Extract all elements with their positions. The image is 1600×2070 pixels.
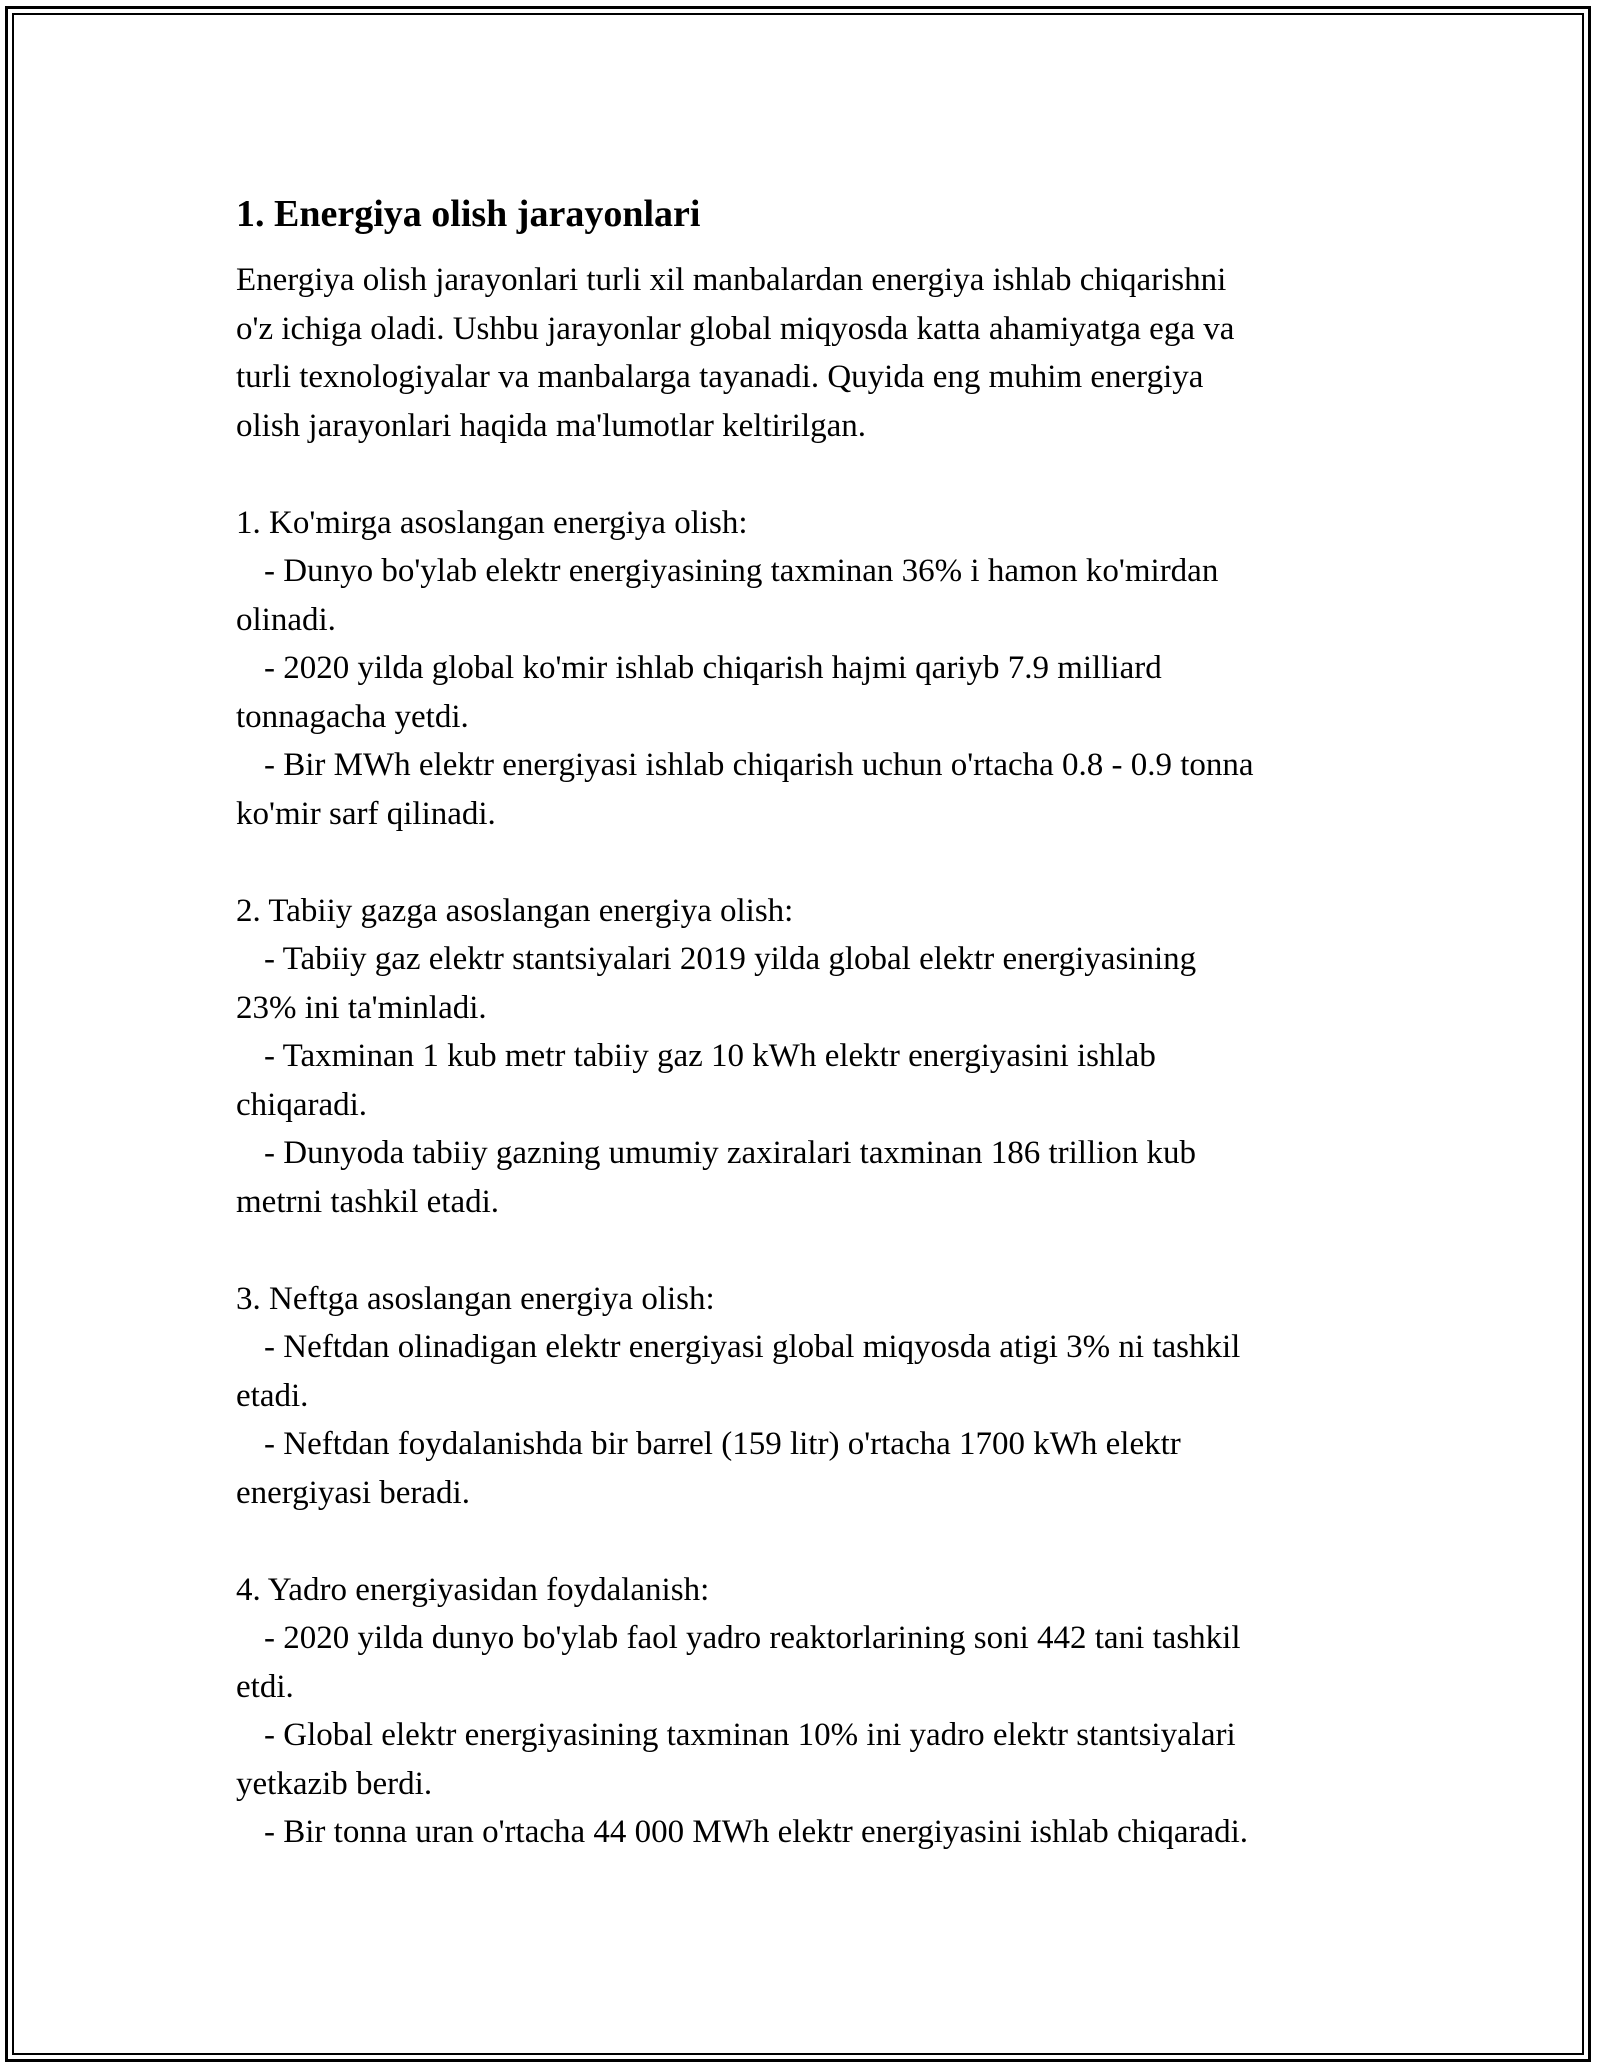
section-natural-gas: [236, 887, 1386, 1227]
bullet-item: - Dunyoda tabiiy gazning umumiy zaxiralari taxminan 186 trillion kub metrni tashkil etadi.: [236, 1135, 1197, 1220]
section-heading: 3. Neftga asoslangan energiya olish:: [236, 1280, 715, 1317]
bullet-item: - Neftdan olinadigan elektr energiyasi global miqyosda atigi 3% ni tashkil etadi.: [236, 1329, 1241, 1414]
section-heading: 1. Ko'mirga asoslangan energiya olish:: [236, 504, 748, 541]
section-nuclear: [236, 1566, 1386, 1857]
bullet-item: - Dunyo bo'ylab elektr energiyasining taxminan 36% i hamon ko'mirdan olinadi.: [236, 553, 1219, 638]
bullet-item: - Bir MWh elektr energiyasi ishlab chiqarish uchun o'rtacha 0.8 - 0.9 tonna ko'mir sarf qilinadi.: [236, 747, 1254, 832]
intro-paragraph: Energiya olish jarayonlari turli xil manbalardan energiya ishlab chiqarishni o'z ichiga oladi. Ushbu jarayonlar global miqyosda katta ahamiyatga ega va turli texnologiyalar va manbalarga tayanadi. Quyida eng muhim energiya olish jarayonlari haqida ma'lumotlar keltirilgan.: [236, 262, 1235, 444]
bullet-item: - Neftdan foydalanishda bir barrel (159 litr) o'rtacha 1700 kWh elektr energiyasi beradi.: [236, 1426, 1181, 1511]
document-title: 1. Energiya olish jarayonlari: [236, 193, 701, 235]
bullet-item: - Bir tonna uran o'rtacha 44 000 MWh elektr energiyasini ishlab chiqaradi.: [264, 1814, 1249, 1850]
bullet-item: - Global elektr energiyasining taxminan 10% ini yadro elektr stantsiyalari yetkazib berdi.: [236, 1717, 1236, 1802]
document-body: [236, 188, 1386, 1857]
section-coal: [236, 499, 1386, 839]
bullet-item: - 2020 yilda global ko'mir ishlab chiqarish hajmi qariyb 7.9 milliard tonnagacha yetdi.: [236, 650, 1162, 735]
section-heading: 2. Tabiiy gazga asoslangan energiya olish:: [236, 892, 794, 929]
section-heading: 4. Yadro energiyasidan foydalanish:: [236, 1571, 710, 1608]
bullet-item: - Tabiiy gaz elektr stantsiyalari 2019 yilda global elektr energiyasining 23% ini ta'minladi.: [236, 941, 1197, 1026]
section-oil: [236, 1275, 1386, 1518]
bullet-item: - Taxminan 1 kub metr tabiiy gaz 10 kWh elektr energiyasini ishlab chiqaradi.: [236, 1038, 1156, 1123]
bullet-item: - 2020 yilda dunyo bo'ylab faol yadro reaktorlarining soni 442 tani tashkil etdi.: [236, 1620, 1241, 1705]
